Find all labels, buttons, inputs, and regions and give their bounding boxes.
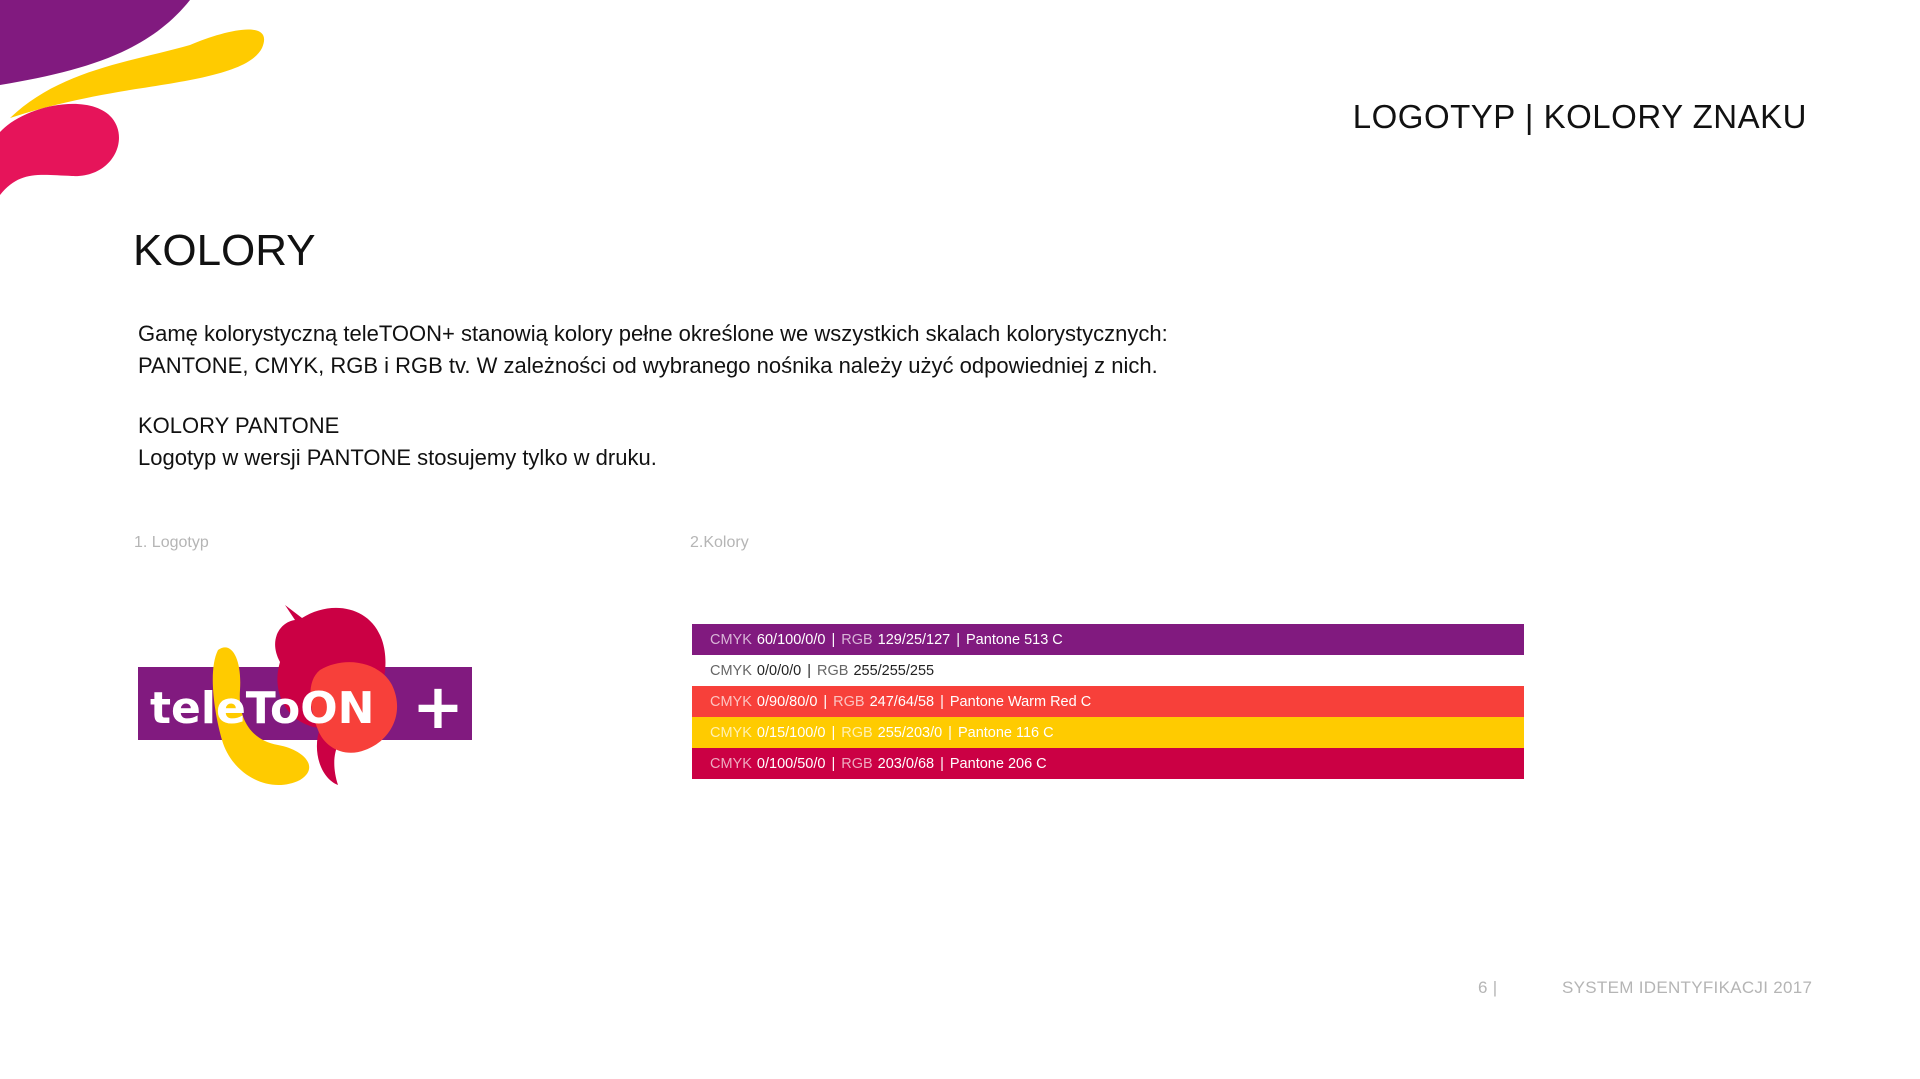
swatch-separator: | bbox=[807, 662, 812, 679]
swatch-cmyk-value: 60/100/0/0 bbox=[756, 631, 826, 648]
colors-caption: 2.Kolory bbox=[690, 534, 749, 551]
swatch-separator: | bbox=[831, 755, 836, 772]
logo-wordmark: teleToON bbox=[150, 683, 375, 734]
swatch-cmyk-label: CMYK bbox=[710, 662, 752, 679]
swatch-rgb-value: 255/203/0 bbox=[877, 724, 943, 741]
pantone-subheading: KOLORY PANTONE bbox=[138, 413, 340, 438]
intro-line-1: Gamę kolorystyczną teleTOON+ stanowią kolory pełne określone we wszystkich skalach kolorystycznych: bbox=[138, 321, 1168, 346]
pink-drop-shape bbox=[0, 104, 119, 195]
page-title: KOLORY bbox=[133, 226, 316, 275]
swatch-cmyk-label: CMYK bbox=[710, 755, 752, 772]
color-swatch-list bbox=[692, 624, 1524, 779]
swatch-pantone-value: Pantone Warm Red C bbox=[949, 693, 1092, 710]
section-title: LOGOTYP | KOLORY ZNAKU bbox=[1352, 98, 1807, 135]
swatch-separator: | bbox=[940, 755, 944, 772]
pantone-subheading-text: Logotyp w wersji PANTONE stosujemy tylko w druku. bbox=[138, 445, 657, 470]
swatch-separator: | bbox=[831, 631, 836, 648]
color-swatch-row bbox=[692, 717, 1524, 748]
color-swatch-row bbox=[692, 624, 1524, 655]
swatch-cmyk-label: CMYK bbox=[710, 693, 752, 710]
color-swatch-row bbox=[692, 748, 1524, 779]
swatch-cmyk-value: 0/15/100/0 bbox=[756, 724, 826, 741]
swatch-rgb-label: RGB bbox=[841, 724, 873, 741]
swatch-cmyk-value: 0/0/0/0 bbox=[756, 662, 802, 679]
logo-caption: 1. Logotyp bbox=[134, 534, 209, 551]
swatch-rgb-label: RGB bbox=[841, 631, 873, 648]
swatch-pantone-value: Pantone 116 C bbox=[957, 724, 1054, 741]
decorative-splash-graphic bbox=[0, 0, 280, 200]
swatch-separator: | bbox=[940, 693, 944, 710]
swatch-cmyk-label: CMYK bbox=[710, 631, 752, 648]
swatch-separator: | bbox=[956, 631, 961, 648]
swatch-rgb-value: 129/25/127 bbox=[877, 631, 951, 648]
swatch-rgb-value: 255/255/255 bbox=[853, 662, 935, 679]
intro-text-block bbox=[138, 318, 1338, 474]
teletoon-logo bbox=[130, 600, 480, 795]
swatch-rgb-label: RGB bbox=[817, 662, 849, 679]
footer-page-number: 6 | bbox=[1478, 978, 1498, 997]
swatch-rgb-label: RGB bbox=[841, 755, 873, 772]
swatch-separator: | bbox=[823, 693, 828, 710]
swatch-cmyk-value: 0/90/80/0 bbox=[756, 693, 818, 710]
footer-document-title: SYSTEM IDENTYFIKACJI 2017 bbox=[1562, 978, 1813, 997]
swatch-separator: | bbox=[831, 724, 836, 741]
swatch-cmyk-value: 0/100/50/0 bbox=[756, 755, 826, 772]
intro-line-2: PANTONE, CMYK, RGB i RGB tv. W zależności od wybranego nośnika należy użyć odpowiedniej z nich. bbox=[138, 353, 1158, 378]
swatch-pantone-value: Pantone 206 C bbox=[949, 755, 1047, 772]
swatch-pantone-value: Pantone 513 C bbox=[966, 631, 1063, 648]
swatch-rgb-value: 247/64/58 bbox=[869, 693, 935, 710]
swatch-separator: | bbox=[948, 724, 952, 741]
swatch-rgb-value: 203/0/68 bbox=[877, 755, 935, 772]
color-swatch-row bbox=[692, 655, 1524, 686]
color-swatch-row bbox=[692, 686, 1524, 717]
logo-plus: + bbox=[412, 670, 464, 743]
swatch-cmyk-label: CMYK bbox=[710, 724, 752, 741]
swatch-rgb-label: RGB bbox=[833, 693, 865, 710]
